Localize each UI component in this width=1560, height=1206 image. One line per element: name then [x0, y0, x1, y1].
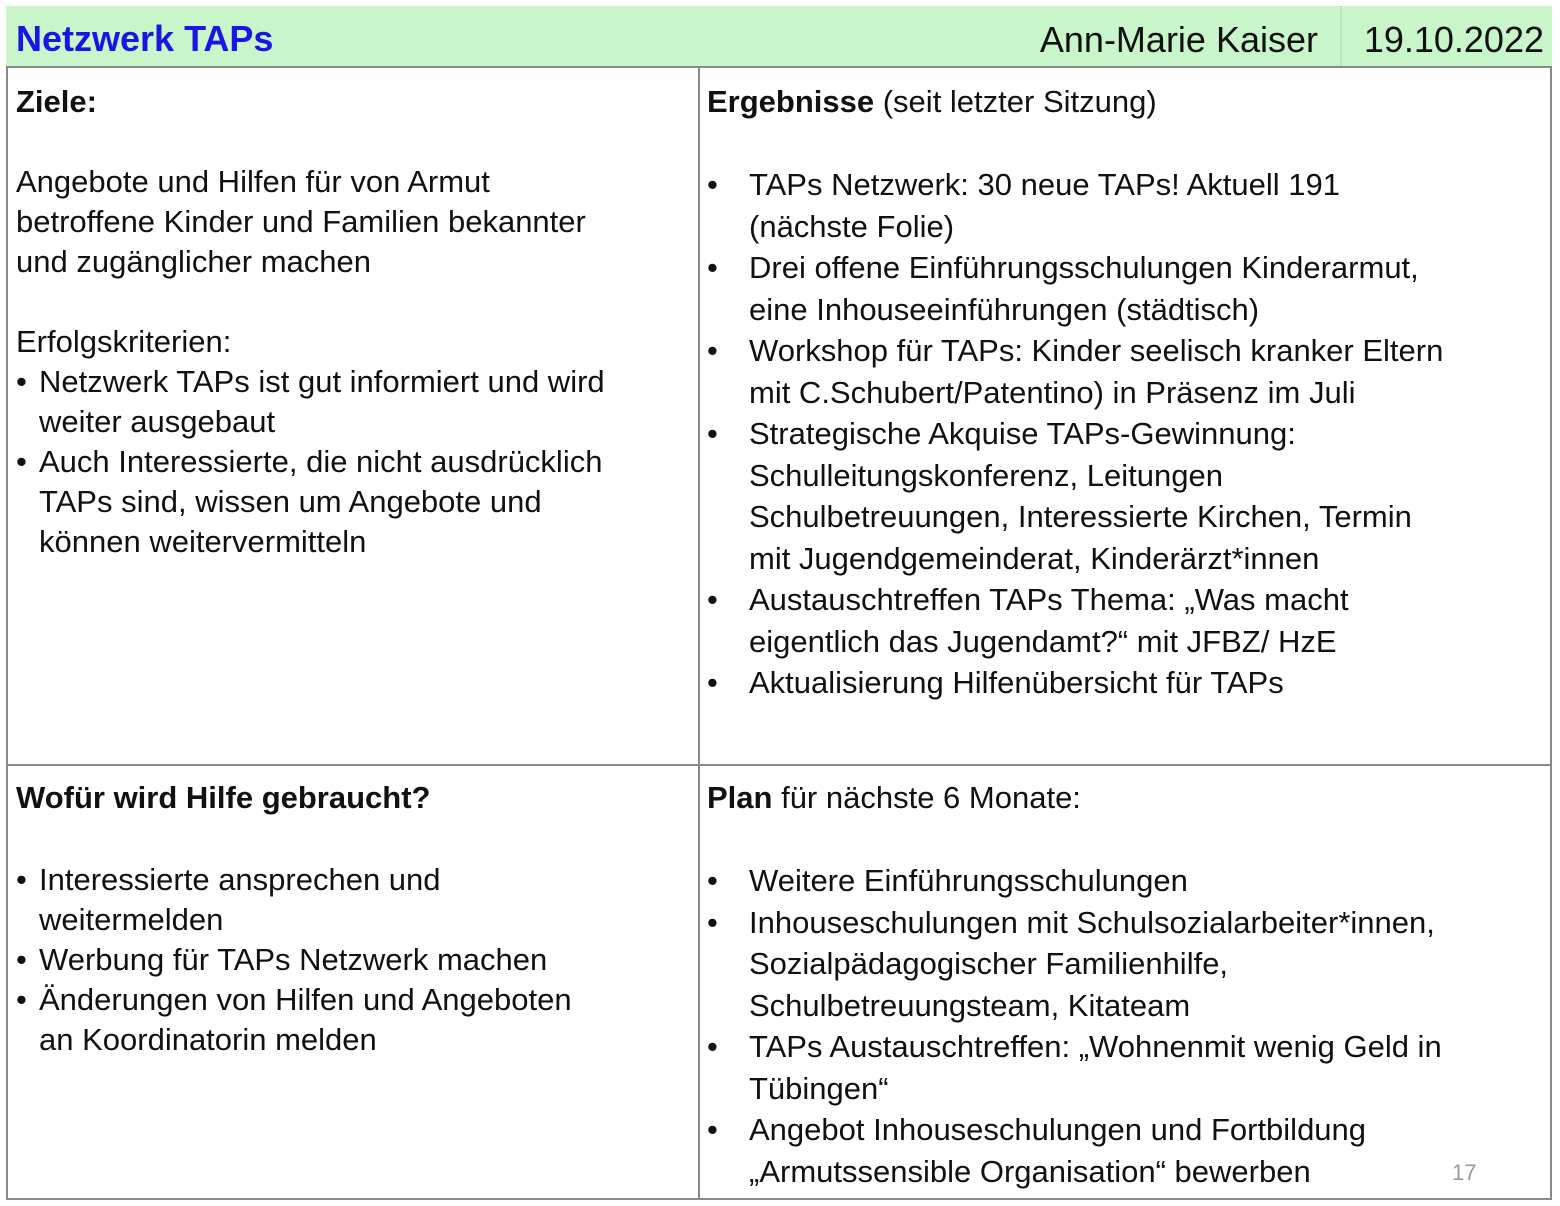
hilfe-list [16, 860, 684, 1060]
criteria-list [16, 362, 684, 562]
criteria-label: Erfolgskriterien: [16, 324, 232, 359]
list-item: • TAPs Austauschtreffen: „Wohnenmit wenig Geld in Tübingen“ [707, 1026, 1543, 1109]
list-item: • Austauschtreffen TAPs Thema: „Was macht eigentlich das Jugendamt?“ mit JFBZ/ HzE [707, 579, 1543, 662]
slide-title: Netzwerk TAPs [16, 18, 274, 59]
plan-list [707, 860, 1543, 1192]
list-item: • Werbung für TAPs Netzwerk machen [16, 940, 684, 980]
list-item: • Workshop für TAPs: Kinder seelisch kranker Eltern mit C.Schubert/Patentino) in Präsenz im Juli [707, 330, 1543, 413]
content-table [6, 66, 1552, 1200]
list-item: • Strategische Akquise TAPs-Gewinnung: Schulleitungskonferenz, Leitungen Schulbetreuungen, Interessierte Kirchen, Termin mit Jugendgemeinderat, Kinderärzt*innen [707, 413, 1543, 579]
hilfe-cell [16, 778, 684, 1060]
plan-cell [707, 778, 1543, 1192]
slide-date: 19.10.2022 [1363, 19, 1544, 60]
ziele-heading: Ziele: [16, 84, 97, 119]
header-bar [6, 6, 1552, 66]
list-item: • Angebot Inhouseschulungen und Fortbildung „Armutssensible Organisation“ bewerben [707, 1109, 1543, 1192]
list-item: • Aktualisierung Hilfenübersicht für TAPs [707, 662, 1543, 704]
ziele-intro: Angebote und Hilfen für von Armut betroffene Kinder und Familien bekannter und zugänglicher machen [16, 164, 586, 279]
ergebnisse-heading: Ergebnisse (seit letzter Sitzung) [707, 84, 1157, 119]
list-item: • Weitere Einführungsschulungen [707, 860, 1543, 902]
list-item: • TAPs Netzwerk: 30 neue TAPs! Aktuell 191 (nächste Folie) [707, 164, 1543, 247]
row-divider [8, 764, 1550, 766]
page-number: 17 [1452, 1160, 1477, 1185]
hilfe-heading: Wofür wird Hilfe gebraucht? [16, 780, 431, 815]
list-item: • Änderungen von Hilfen und Angeboten an Koordinatorin melden [16, 980, 684, 1060]
column-divider [698, 68, 700, 1198]
plan-heading: Plan für nächste 6 Monate: [707, 780, 1081, 815]
list-item: • Auch Interessierte, die nicht ausdrücklich TAPs sind, wissen um Angebote und können weitervermitteln [16, 442, 684, 562]
ziele-cell [16, 82, 684, 562]
list-item: • Interessierte ansprechen und weitermelden [16, 860, 684, 940]
header-divider [1340, 6, 1342, 66]
list-item: • Drei offene Einführungsschulungen Kinderarmut, eine Inhouseeinführungen (städtisch) [707, 247, 1543, 330]
list-item: • Inhouseschulungen mit Schulsozialarbeiter*innen, Sozialpädagogischer Familienhilfe, Schulbetreuungsteam, Kitateam [707, 902, 1543, 1027]
ergebnisse-list [707, 164, 1543, 704]
ergebnisse-cell [707, 82, 1543, 704]
list-item: • Netzwerk TAPs ist gut informiert und wird weiter ausgebaut [16, 362, 684, 442]
author-name: Ann-Marie Kaiser [1039, 19, 1318, 60]
